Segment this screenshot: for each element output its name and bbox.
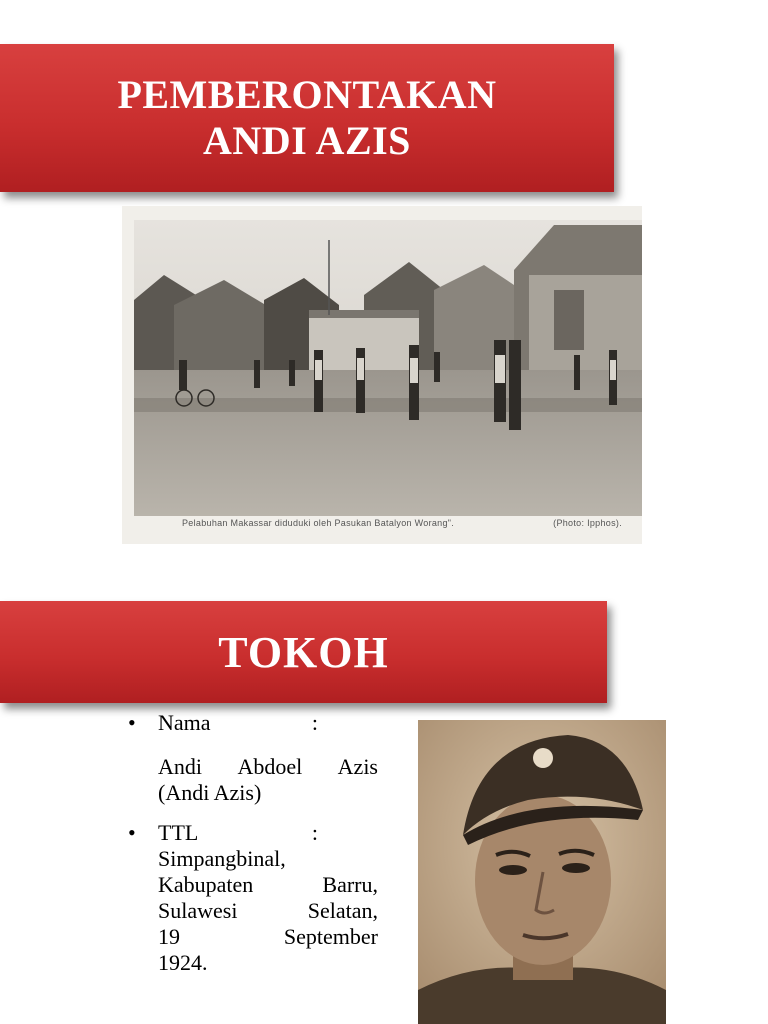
list-item-ttl — [128, 820, 378, 976]
historical-photo — [122, 206, 642, 544]
photo-caption-text: Pelabuhan Makassar diduduki oleh Pasukan Batalyon Worang". — [182, 518, 455, 528]
title-line-2: ANDI AZIS — [203, 118, 411, 163]
ttl-line-3: Sulawesi Selatan, — [158, 898, 378, 923]
ttl-line-1: Simpangbinal, — [158, 846, 286, 871]
title-line-1: PEMBERONTAKAN — [117, 72, 497, 117]
ttl-separator: : — [311, 820, 318, 845]
photo-credit: (Photo: Ipphos). — [553, 518, 622, 528]
list-item-nama — [128, 710, 378, 806]
photo-caption — [182, 518, 622, 528]
ttl-line-4: 19 September — [158, 924, 378, 949]
title-banner — [0, 44, 614, 192]
section-title: TOKOH — [218, 627, 389, 677]
biography-list — [128, 710, 378, 976]
harbor-street-photo — [134, 220, 642, 516]
nama-label: Nama — [158, 710, 211, 735]
nama-value-line-2: (Andi Azis) — [158, 780, 262, 805]
nama-value-line-1: Andi Abdoel Azis — [158, 754, 378, 779]
nama-separator: : — [311, 710, 318, 735]
ttl-line-5: 1924. — [158, 950, 208, 975]
ttl-label: TTL — [158, 820, 199, 845]
bullet-icon: • — [128, 820, 136, 845]
section-banner-tokoh — [0, 601, 607, 703]
portrait-andi-azis — [418, 720, 666, 1024]
ttl-line-2: Kabupaten Barru, — [158, 872, 378, 897]
portrait-image — [418, 720, 666, 1024]
bullet-icon: • — [128, 710, 136, 735]
